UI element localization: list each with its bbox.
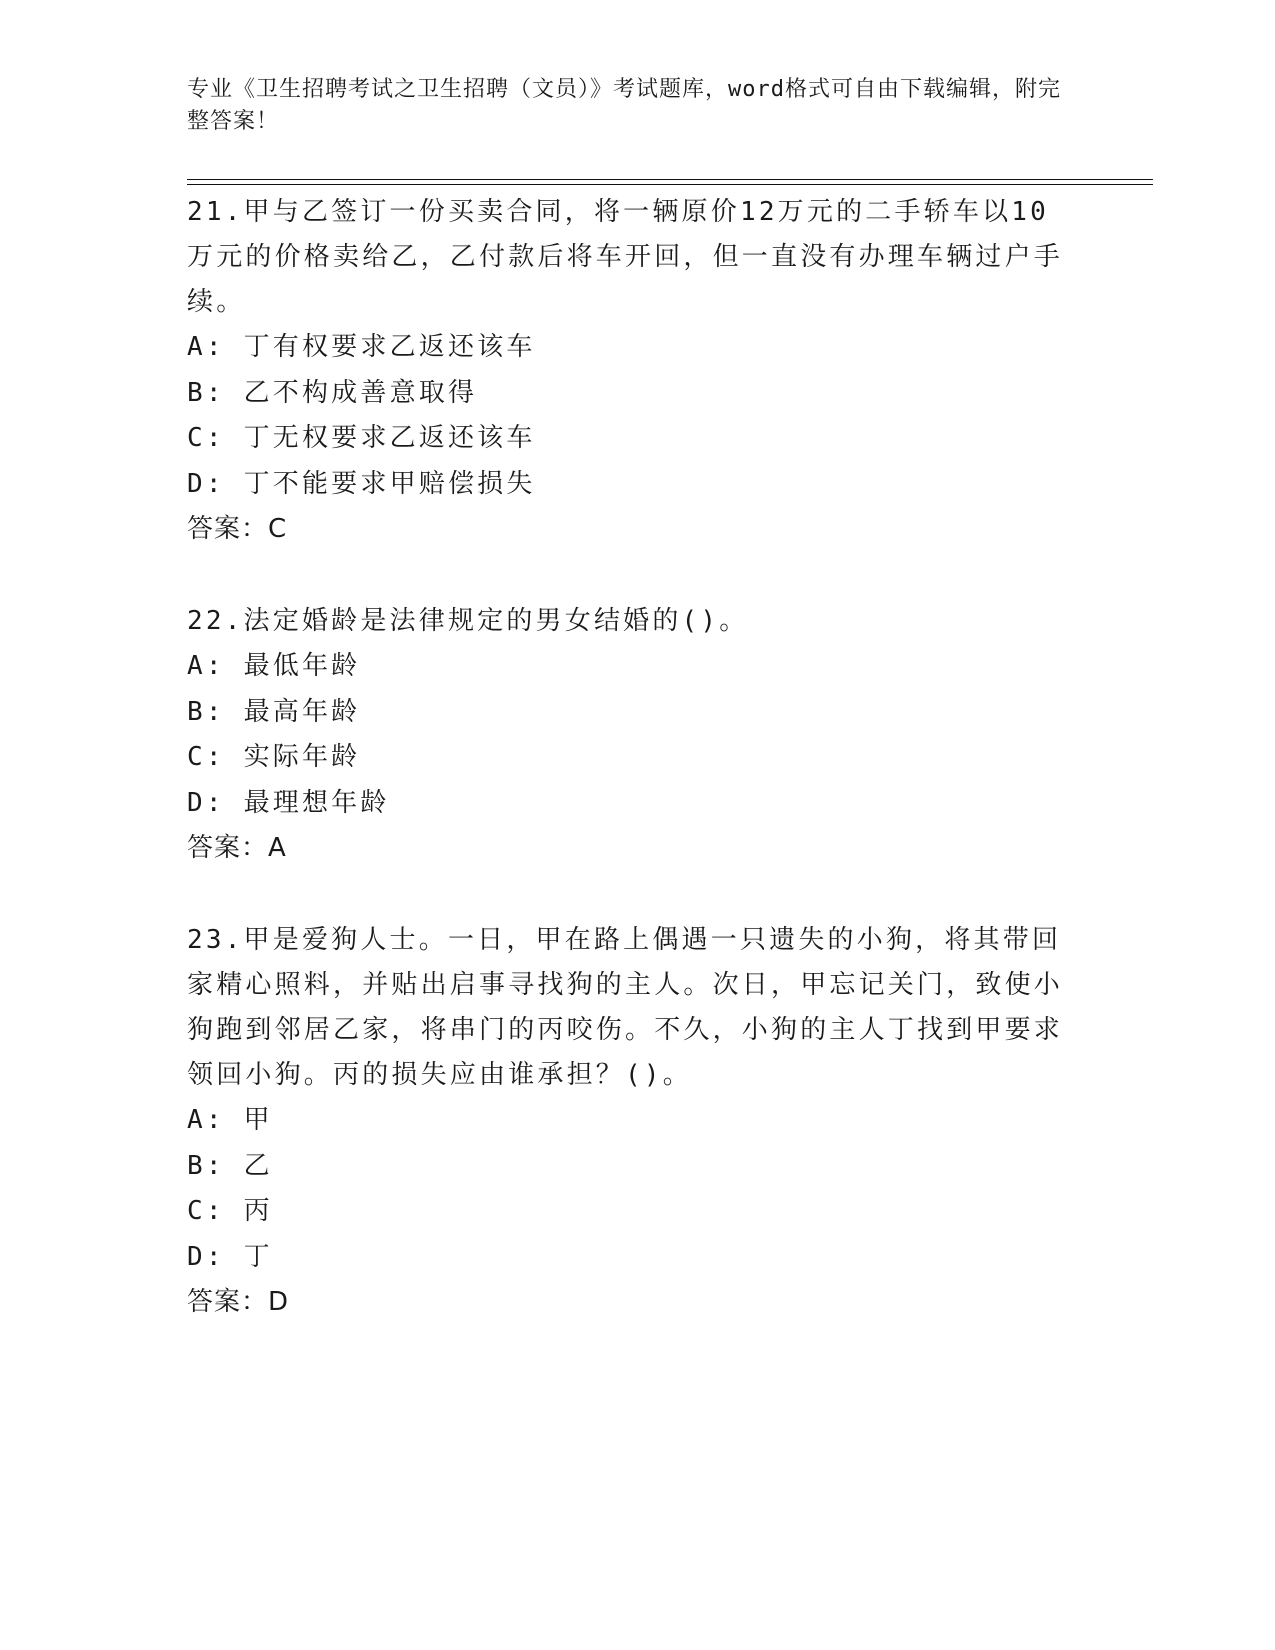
option-c [187,1189,1067,1235]
option-letter: C: [187,742,225,772]
option-text: 最低年龄 [243,651,361,681]
option-b [187,1144,1067,1190]
option-d [187,1235,1067,1281]
question-22 [187,599,1067,871]
option-text: 最理想年龄 [243,787,390,818]
question-list [187,190,1067,1372]
option-b [187,371,1067,417]
option-text: 丁无权要求乙返还该车 [243,423,536,453]
option-text: 最高年龄 [243,696,361,727]
question-21 [187,190,1067,552]
option-b [187,690,1067,736]
option-text: 乙不构成善意取得 [243,377,478,408]
option-letter: A: [187,651,225,681]
option-a [187,644,1067,690]
question-stem: 22.法定婚龄是法律规定的男女结婚的()。 [187,606,749,636]
option-c [187,735,1067,781]
option-text: 实际年龄 [243,742,361,772]
question-stem: 21.甲与乙签订一份买卖合同，将一辆原价12万元的二手轿车以10万元的价格卖给乙，乙付款后将车开回，但一直没有办理车辆过户手续。 [187,197,1064,317]
option-a [187,1098,1067,1144]
option-letter: D: [187,1241,225,1272]
option-letter: D: [187,787,225,818]
option-letter: C: [187,423,225,453]
answer-line: 答案：D [187,1287,290,1317]
option-letter: B: [187,696,225,727]
option-letter: D: [187,468,225,499]
answer-line: 答案：C [187,514,288,544]
option-d [187,781,1067,827]
option-d [187,462,1067,508]
option-letter: A: [187,332,225,362]
question-23 [187,918,1067,1325]
header-divider-bottom [187,184,1153,185]
option-letter: C: [187,1196,225,1226]
option-text: 乙 [243,1150,273,1181]
option-text: 丁 [243,1241,273,1272]
option-a [187,325,1067,371]
option-letter: A: [187,1105,225,1135]
option-c [187,416,1067,462]
question-stem: 23.甲是爱狗人士。一日，甲在路上偶遇一只遗失的小狗，将其带回家精心照料，并贴出启事寻找狗的主人。次日，甲忘记关门，致使小狗跑到邻居乙家，将串门的丙咬伤。不久，小狗的主人丁找到甲要求领回小狗。丙的损失应由谁承担？()。 [187,925,1064,1090]
answer-line: 答案：A [187,833,287,863]
option-text: 丁不能要求甲赔偿损失 [243,468,536,499]
header-divider-top [187,179,1153,180]
option-text: 丙 [243,1196,273,1226]
document-header: 专业《卫生招聘考试之卫生招聘（文员）》考试题库，word格式可自由下载编辑，附完整答案！ [187,77,1061,134]
option-text: 甲 [243,1105,273,1135]
option-text: 丁有权要求乙返还该车 [243,332,536,362]
option-letter: B: [187,377,225,408]
option-letter: B: [187,1150,225,1181]
